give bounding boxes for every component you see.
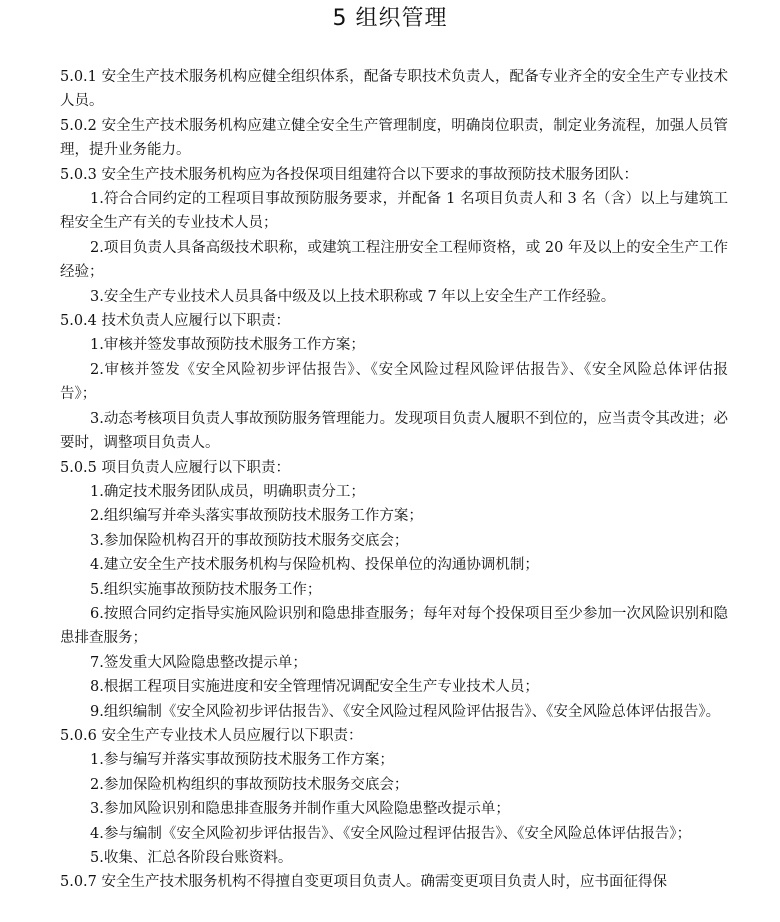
clause-item: 2.审核并签发《安全风险初步评估报告》、《安全风险过程风险评估报告》、《安全风险总体评估报告》； [60,361,728,403]
clause-5-0-7: 5.0.7 安全生产技术服务机构不得擅自变更项目负责人。确需变更项目负责人时，应书面征得保 [60,874,667,891]
clause-item: 2.项目负责人具备高级技术职称，或建筑工程注册安全工程师资格，或 20 年及以上的安全生产工作经验； [60,239,728,281]
clause-5-0-5: 5.0.5 项目负责人应履行以下职责： [60,459,291,476]
clause-5-0-6: 5.0.6 安全生产专业技术人员应履行以下职责： [60,727,363,744]
clause-item: 2.参加保险机构组织的事故预防技术服务交底会； [90,776,409,793]
clause-5-0-1: 5.0.1 安全生产技术服务机构应健全组织体系，配备专职技术负责人，配备专业齐全的安全生产专业技术人员。 [60,69,728,110]
clause-item: 5.收集、汇总各阶段台账资料。 [90,850,293,866]
document-body [60,65,728,895]
clause-item: 4.建立安全生产技术服务机构与保险机构、投保单位的沟通协调机制； [90,557,539,574]
clause-item: 1.参与编写并落实事故预防技术服务工作方案； [90,752,394,769]
clause-item: 3.参加风险识别和隐患排查服务并制作重大风险隐患整改提示单； [90,801,510,818]
clause-item: 3.安全生产专业技术人员具备中级及以上技术职称或 7 年以上安全生产工作经验。 [90,288,616,305]
clause-5-0-4: 5.0.4 技术负责人应履行以下职责： [60,313,291,330]
clause-item: 1.确定技术服务团队成员，明确职责分工； [90,483,365,500]
clause-item: 7.签发重大风险隐患整改提示单； [90,654,307,671]
clause-item: 8.根据工程项目实施进度和安全管理情况调配安全生产专业技术人员； [90,679,539,696]
clause-item: 3.动态考核项目负责人事故预防服务管理能力。发现项目负责人履职不到位的，应当责令其改进；必要时，调整项目负责人。 [60,410,728,452]
clause-item: 2.组织编写并牵头落实事故预防技术服务工作方案； [90,508,423,525]
clause-item: 6.按照合同约定指导实施风险识别和隐患排查服务；每年对每个投保项目至少参加一次风险识别和隐患排查服务； [60,605,728,647]
section-title: 5 组织管理 [332,6,448,31]
clause-item: 4.参与编制《安全风险初步评估报告》、《安全风险过程评估报告》、《安全风险总体评估报告》； [90,825,692,842]
clause-item: 1.符合合同约定的工程项目事故预防服务要求，并配备 1 名项目负责人和 3 名（含）以上与建筑工程安全生产有关的专业技术人员； [60,191,728,232]
clause-5-0-2: 5.0.2 安全生产技术服务机构应建立健全安全生产管理制度，明确岗位职责，制定业务流程，加强人员管理，提升业务能力。 [60,117,728,159]
clause-item: 3.参加保险机构召开的事故预防技术服务交底会； [90,532,409,549]
clause-item: 9.组织编制《安全风险初步评估报告》、《安全风险过程风险评估报告》、《安全风险总体评估报告》。 [90,703,721,720]
clause-item: 5.组织实施事故预防技术服务工作； [90,581,322,598]
clause-item: 1.审核并签发事故预防技术服务工作方案； [90,337,365,354]
clause-5-0-3: 5.0.3 安全生产技术服务机构应为各投保项目组建符合以下要求的事故预防技术服务团队： [60,166,638,183]
